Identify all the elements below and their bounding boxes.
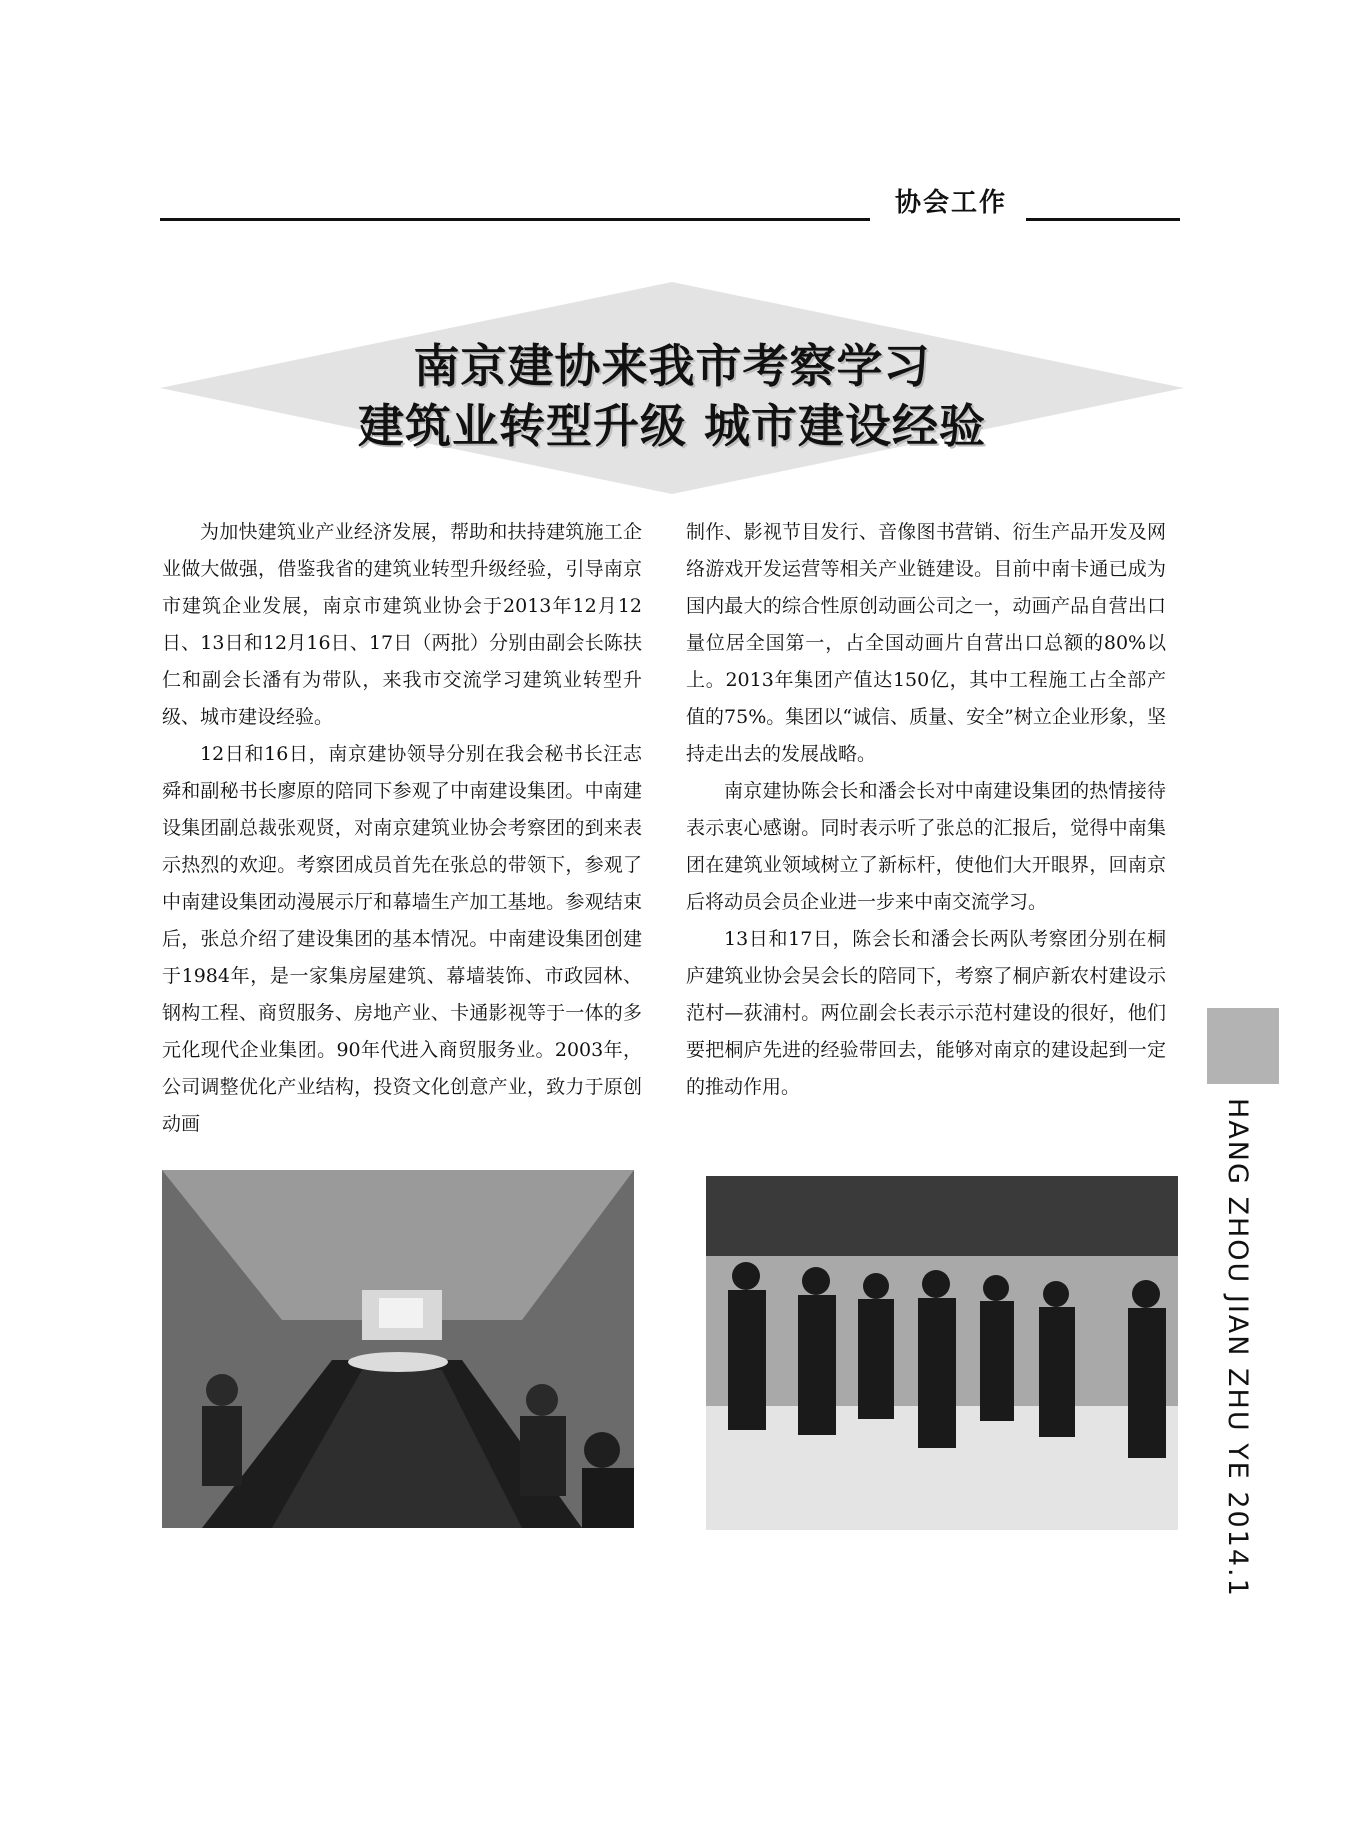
group-visit-photo: [706, 1176, 1178, 1530]
paragraph-visit-zhongnan: 12日和16日，南京建协领导分别在我会秘书长汪志舜和副秘书长廖原的陪同下参观了中南建设集团。中南建设集团副总裁张观贤，对南京建筑业协会考察团的到来表示热烈的欢迎。考察团成员首先在张总的带领下，参观了中南建设集团动漫展示厅和幕墙生产加工基地。参观结束后，张总介绍了建设集团的基本情况。中南建设集团创建于1984年，是一家集房屋建筑、幕墙装饰、市政园林、钢构工程、商贸服务、房地产业、卡通影视等于一体的多元化现代企业集团。90年代进入商贸服务业。2003年，公司调整优化产业结构，投资文化创意产业，致力于原创动画: [162, 743, 642, 1135]
header-rule-left: [160, 218, 870, 221]
article-title-line-1: 南京建协来我市考察学习: [413, 339, 931, 393]
article-left-column: [162, 514, 642, 1143]
article-title-line-2: 建筑业转型升级 城市建设经验: [357, 399, 986, 453]
section-header: [160, 182, 1184, 222]
side-tab-block: [1207, 1008, 1279, 1084]
title-banner: [160, 282, 1184, 494]
paragraph-intro: 为加快建筑业产业经济发展，帮助和扶持建筑施工企业做大做强，借鉴我省的建筑业转型升级经验，引导南京市建筑企业发展，南京市建筑业协会于2013年12月12日、13日和12月16日、17日（两批）分别由副会长陈扶仁和副会长潘有为带队，来我市交流学习建筑业转型升级、城市建设经验。: [162, 521, 642, 728]
magazine-vertical-label: HANG ZHOU JIAN ZHU YE 2014.1: [1222, 1098, 1253, 1598]
paragraph-tonglu-visit: 13日和17日，陈会长和潘会长两队考察团分别在桐庐建筑业协会吴会长的陪同下，考察了桐庐新农村建设示范村—荻浦村。两位副会长表示示范村建设的很好，他们要把桐庐先进的经验带回去，能够对南京的建设起到一定的推动作用。: [686, 928, 1166, 1098]
meeting-room-photo: [162, 1170, 634, 1528]
paragraph-continued: 制作、影视节目发行、音像图书营销、衍生产品开发及网络游戏开发运营等相关产业链建设。目前中南卡通已成为国内最大的综合性原创动画公司之一，动画产品自营出口量位居全国第一，占全国动画片自营出口总额的80%以上。2013年集团产值达150亿，其中工程施工占全部产值的75%。集团以“诚信、质量、安全”树立企业形象，坚持走出去的发展战略。: [686, 521, 1166, 765]
article-right-column: [686, 514, 1166, 1106]
section-label: 协会工作: [894, 188, 1007, 218]
header-rule-right: [1026, 218, 1180, 221]
paragraph-thanks: 南京建协陈会长和潘会长对中南建设集团的热情接待表示衷心感谢。同时表示听了张总的汇报后，觉得中南集团在建筑业领域树立了新标杆，使他们大开眼界，回南京后将动员会员企业进一步来中南交流学习。: [686, 780, 1166, 913]
